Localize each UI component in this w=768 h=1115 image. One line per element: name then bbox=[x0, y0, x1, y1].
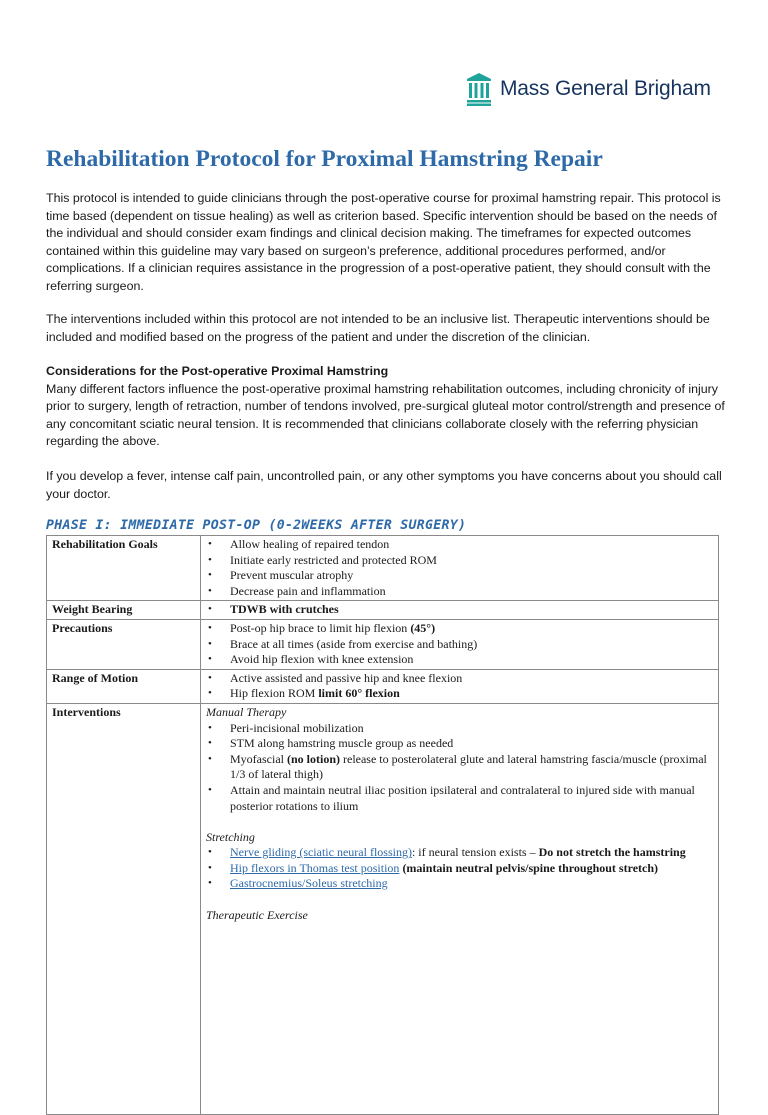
row-label: Rehabilitation Goals bbox=[47, 536, 201, 601]
nerve-gliding-link[interactable]: Nerve gliding (sciatic neural flossing) bbox=[230, 845, 412, 860]
considerations-heading: Considerations for the Post-operative Proximal Hamstring bbox=[46, 364, 389, 378]
stretching-list bbox=[206, 845, 713, 892]
warning-paragraph: If you develop a fever, intense calf pain, uncontrolled pain, or any other symptoms you have concerns about you should call your doctor. bbox=[46, 469, 722, 501]
weight-list bbox=[206, 602, 713, 618]
row-content bbox=[201, 536, 719, 601]
table-row bbox=[47, 703, 719, 1114]
list-item bbox=[206, 876, 713, 892]
row-label: Weight Bearing bbox=[47, 601, 201, 620]
list-item: • Prevent muscular atrophy bbox=[206, 568, 713, 584]
list-item: • Allow healing of repaired tendon bbox=[206, 537, 713, 553]
item-text: Myofascial bbox=[230, 751, 287, 766]
therapeutic-exercise-heading: Therapeutic Exercise bbox=[206, 907, 308, 922]
hip-flexors-link[interactable]: Hip flexors in Thomas test position bbox=[230, 860, 400, 875]
row-label: Precautions bbox=[47, 619, 201, 669]
intro-paragraph: This protocol is intended to guide clinicians through the post-operative course for proximal hamstring repair. This protocol is time based (dependent on tissue healing) as well as criterion based. Specific intervention should be based on the needs of the individual and should consider exam findings and clinical decision making. The timeframes for expected outcomes contained within this guideline may vary based on surgeon’s preference, additional procedures performed, and/or complications. If a clinician requires assistance in the progression of a post-operative patient, they should consult with the referring surgeon. bbox=[46, 191, 721, 293]
list-item bbox=[206, 602, 713, 618]
row-label: Interventions bbox=[47, 703, 201, 1114]
list-item: • Decrease pain and inflammation bbox=[206, 584, 713, 600]
table-row bbox=[47, 536, 719, 601]
list-item bbox=[206, 845, 713, 861]
rom-list bbox=[206, 671, 713, 702]
list-item: • Initiate early restricted and protected ROM bbox=[206, 553, 713, 569]
brand-name: Mass General Brigham bbox=[500, 77, 711, 100]
goals-list bbox=[206, 537, 713, 599]
row-label: Range of Motion bbox=[47, 669, 201, 703]
list-item: • Brace at all times (aside from exercise and bathing) bbox=[206, 637, 713, 653]
list-item bbox=[206, 752, 713, 783]
table-row bbox=[47, 619, 719, 669]
item-bold: limit 60° flexion bbox=[318, 686, 400, 701]
row-content bbox=[201, 703, 719, 1114]
stretching-heading: Stretching bbox=[206, 829, 255, 844]
page-title: Rehabilitation Protocol for Proximal Hamstring Repair bbox=[46, 146, 603, 172]
manual-therapy-heading: Manual Therapy bbox=[206, 704, 287, 719]
item-text: Post-op hip brace to limit hip flexion bbox=[230, 620, 411, 635]
brand-logo bbox=[466, 72, 711, 106]
gastrocnemius-link[interactable]: Gastrocnemius/Soleus stretching bbox=[230, 876, 388, 891]
list-item: • Attain and maintain neutral iliac position ipsilateral and contralateral to injured side with manual posterior rotations to ilium bbox=[206, 783, 713, 814]
item-bold: (no lotion) bbox=[286, 751, 340, 766]
list-item: • Active assisted and passive hip and knee flexion bbox=[206, 671, 713, 687]
phase-heading: PHASE I: IMMEDIATE POST-OP (0-2WEEKS AFTER SURGERY) bbox=[46, 518, 467, 533]
list-item: • Peri-incisional mobilization bbox=[206, 721, 713, 737]
item-bold: (maintain neutral pelvis/spine throughout stretch) bbox=[399, 860, 659, 875]
list-item bbox=[206, 621, 713, 637]
row-content bbox=[201, 601, 719, 620]
item-text: Hip flexion ROM bbox=[230, 686, 319, 701]
item-text: release to posterolateral glute and lateral hamstring fascia/muscle (proximal 1/3 of lateral thigh) bbox=[230, 751, 707, 782]
item-text: : if neural tension exists – bbox=[411, 845, 539, 860]
precautions-list bbox=[206, 621, 713, 668]
table-row bbox=[47, 669, 719, 703]
table-row bbox=[47, 601, 719, 620]
considerations-paragraph: Many different factors influence the post-operative proximal hamstring rehabilitation outcomes, including chronicity of injury prior to surgery, length of retraction, number of tendons involved, pre-surgical gluteal motor control/strength and presence of any concomitant sciatic neural tension. It is recommended that clinicians collaborate closely with the referring physician regarding the above. bbox=[46, 381, 725, 448]
item-bold: Do not stretch the hamstring bbox=[538, 845, 686, 860]
interventions-note-paragraph: The interventions included within this protocol are not intended to be an inclusive list. Therapeutic interventions should be included and modified based on the progress of the patient and under the discretion of the clinician. bbox=[46, 312, 710, 344]
protocol-table bbox=[46, 535, 719, 1115]
list-item: • Avoid hip flexion with knee extension bbox=[206, 652, 713, 668]
row-content bbox=[201, 669, 719, 703]
manual-therapy-list bbox=[206, 721, 713, 815]
list-item bbox=[206, 861, 713, 877]
item-bold: (45°) bbox=[410, 620, 436, 635]
row-content bbox=[201, 619, 719, 669]
weight-bearing-value: TDWB with crutches bbox=[230, 602, 339, 617]
building-columns-icon bbox=[466, 72, 492, 106]
list-item bbox=[206, 686, 713, 702]
list-item: • STM along hamstring muscle group as needed bbox=[206, 736, 713, 752]
